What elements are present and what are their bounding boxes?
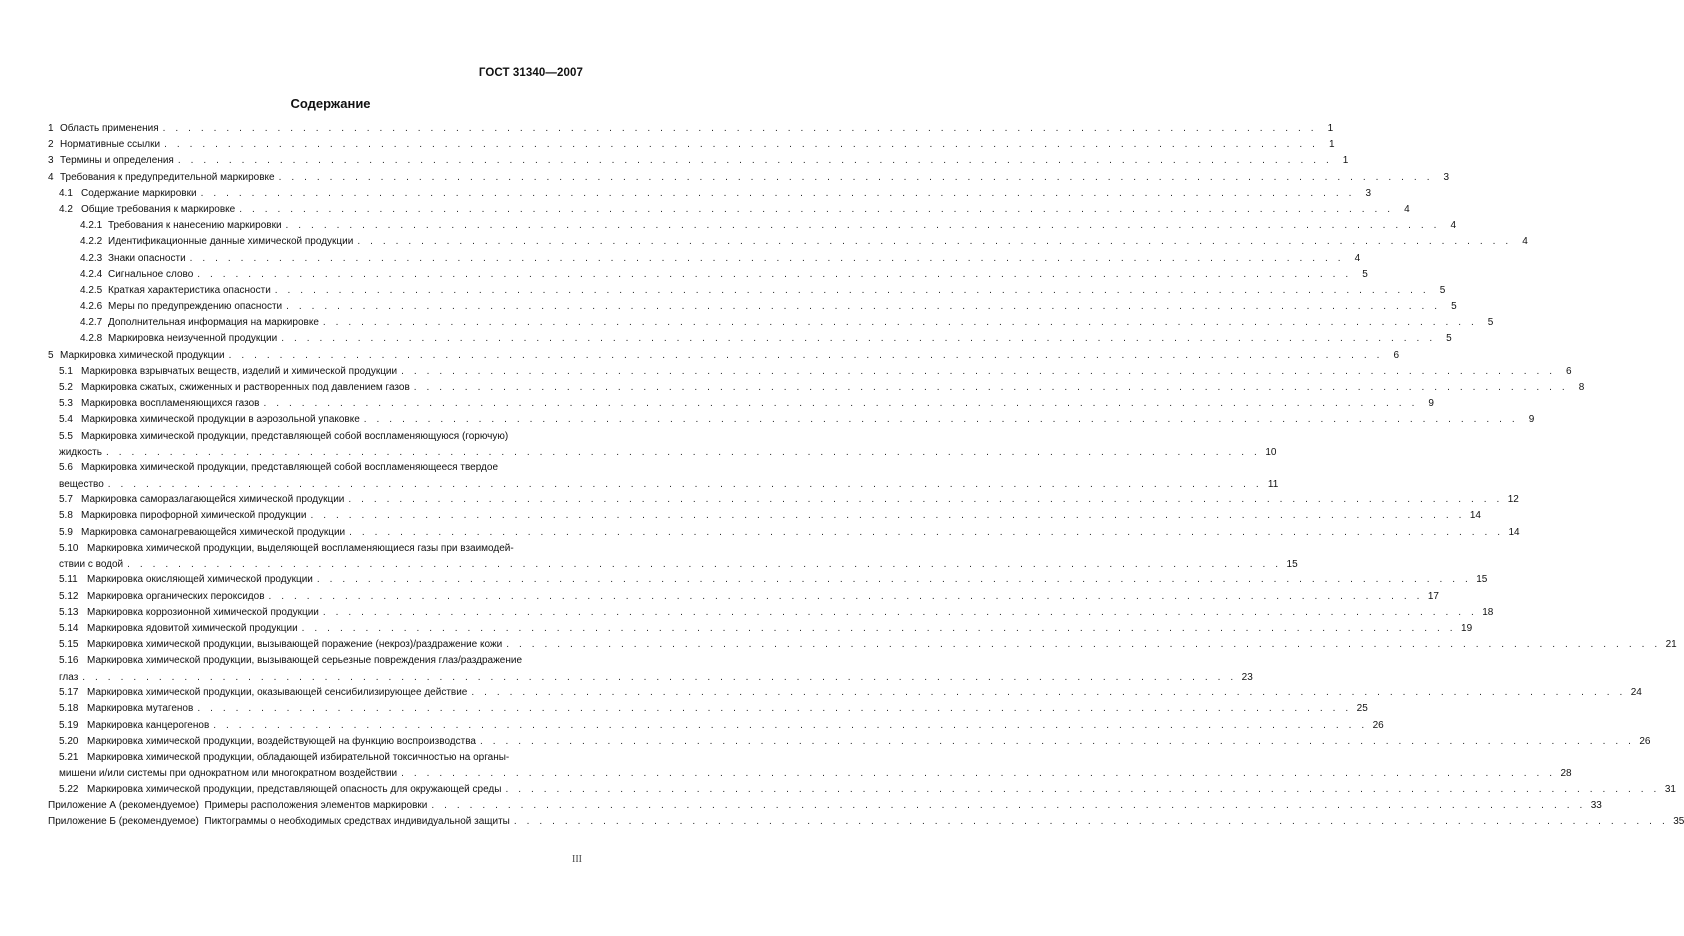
toc-entry-title: Маркировка химической продукции, воздействующей на функцию воспроизводства	[87, 735, 476, 747]
toc-entry-number: 4.2.3	[80, 252, 103, 264]
toc-entry-page: 5	[1439, 284, 1446, 296]
dot-leader: . . . . . . . . . . . . . . . . . . . . . . . . . . . . . . . . . . . . . . . . . . . . . . . . . . . . . . . . . . . . . . . . . . . . . . . . . . . . . . . . . . . . . . . . . . .	[513, 816, 1669, 828]
dot-leader: . . . . . . . . . . . . . . . . . . . . . . . . . . . . . . . . . . . . . . . . . . . . . . . . . . . . . . . . . . . . . . . . . . . . . . . . . . . . . . . . . . . . . . . . . . .	[505, 783, 1660, 795]
toc-entry[interactable]	[48, 186, 1372, 202]
toc-entry-page: 24	[1630, 687, 1642, 699]
toc-entry-title-continued: жидкость	[59, 446, 102, 458]
toc-entry-page: 5	[1362, 268, 1368, 280]
toc-entry[interactable]	[48, 734, 1651, 750]
toc-entry-title: Маркировка химической продукции, вызывающей серьезные повреждения глаз/раздражение	[87, 655, 523, 667]
toc-entry-continuation	[48, 557, 1298, 573]
toc-entry-number: 5.18	[59, 703, 79, 715]
dot-leader: . . . . . . . . . . . . . . . . . . . . . . . . . . . . . . . . . . . . . . . . . . . . . . . . . . . . . . . . . . . . . . . . . . . . . . . . . . . . . . . . . . . . . . . . . . .	[506, 639, 1661, 651]
toc-entry[interactable]	[48, 718, 1384, 734]
toc-entry-title: Область применения	[60, 123, 159, 134]
toc-entry-number: 5.10	[59, 542, 79, 554]
toc-entry-title: Дополнительная информация на маркировке	[108, 317, 319, 329]
toc-entry[interactable]	[48, 315, 1494, 331]
toc-entry-title: Нормативные ссылки	[60, 139, 161, 151]
dot-leader: . . . . . . . . . . . . . . . . . . . . . . . . . . . . . . . . . . . . . . . . . . . . . . . . . . . . . . . . . . . . . . . . . . . . . . . . . . . . . . . . . . . . . . . . . . .	[363, 414, 1519, 426]
dot-leader: . . . . . . . . . . . . . . . . . . . . . . . . . . . . . . . . . . . . . . . . . . . . . . . . . . . . . . . . . . . . . . . . . . . . . . . . . . . . . . . . . . . . . . . . . . .	[357, 236, 1512, 248]
dot-leader: . . . . . . . . . . . . . . . . . . . . . . . . . . . . . . . . . . . . . . . . . . . . . . . . . . . . . . . . . . . . . . . . . . . . . . . . . . . . . . . . . . . . . . . . . . .	[286, 301, 1441, 313]
dot-leader: . . . . . . . . . . . . . . . . . . . . . . . . . . . . . . . . . . . . . . . . . . . . . . . . . . . . . . . . . . . . . . . . . . . . . . . . . . . . . . . . . . . . . . . . . . .	[431, 799, 1586, 811]
table-of-contents	[48, 121, 1684, 830]
toc-entry-title: Маркировка самонагревающейся химической продукции	[81, 526, 346, 538]
page-title: Содержание	[290, 96, 371, 111]
toc-entry[interactable]	[48, 621, 1473, 637]
toc-entry-page: 33	[1590, 799, 1602, 811]
toc-entry-title: Маркировка химической продукции, представляющей собой воспламеняющуюся (горючую)	[81, 430, 509, 442]
toc-entry-title: Общие требования к маркировке	[81, 203, 236, 215]
toc-entry-title: Маркировка взрывчатых веществ, изделий и химической продукции	[81, 365, 398, 377]
dot-leader: . . . . . . . . . . . . . . . . . . . . . . . . . . . . . . . . . . . . . . . . . . . . . . . . . . . . . . . . . . . . . . . . . . . . . . . . . . . . . . . . . . . . . . . . . . .	[349, 526, 1504, 538]
toc-entry-page: 18	[1482, 606, 1494, 618]
dot-leader: . . . . . . . . . . . . . . . . . . . . . . . . . . . . . . . . . . . . . . . . . . . . . . . . . . . . . . . . . . . . . . . . . . . . . . . . . . . . . . . . . . . . . . . . . . .	[322, 606, 1478, 618]
toc-entry-page: 11	[1267, 478, 1279, 490]
toc-entry-page: 3	[1443, 171, 1450, 183]
dot-leader: . . . . . . . . . . . . . . . . . . . . . . . . . . . . . . . . . . . . . . . . . . . . . . . . . . . . . . . . . . . . . . . . . . . . . . . . . . . . . . . . . . . . . . . . . . .	[239, 203, 1394, 215]
toc-entry[interactable]	[48, 170, 1450, 186]
toc-entry[interactable]	[48, 331, 1452, 347]
toc-entry-page: 1	[1342, 155, 1349, 167]
toc-entry-title: Маркировка химической продукции, обладающей избирательной токсичностью на органы-	[87, 751, 510, 763]
toc-entry-number: 4.2.8	[80, 333, 103, 345]
toc-entry-number: 5.5	[59, 430, 73, 442]
toc-entry-page: 5	[1451, 301, 1457, 313]
toc-entry[interactable]	[48, 202, 1410, 218]
dot-leader: . . . . . . . . . . . . . . . . . . . . . . . . . . . . . . . . . . . . . . . . . . . . . . . . . . . . . . . . . . . . . . . . . . . . . . . . . . . . . . . . . . . . . . . . . . .	[82, 671, 1237, 683]
toc-entry-page: 4	[1450, 220, 1457, 232]
dot-leader: . . . . . . . . . . . . . . . . . . . . . . . . . . . . . . . . . . . . . . . . . . . . . . . . . . . . . . . . . . . . . . . . . . . . . . . . . . . . . . . . . . . . . . . . . . .	[471, 687, 1626, 699]
toc-entry-page: 6	[1566, 365, 1572, 377]
toc-entry-number: 4.2.7	[80, 317, 103, 329]
toc-entry-title: Требования к нанесению маркировки	[108, 220, 282, 232]
toc-entry-number: 5.20	[59, 735, 79, 747]
toc-entry-title: Маркировка химической продукции, представляющей опасность для окружающей среды	[87, 783, 502, 795]
dot-leader: . . . . . . . . . . . . . . . . . . . . . . . . . . . . . . . . . . . . . . . . . . . . . . . . . . . . . . . . . . . . . . . . . . . . . . . . . . . . . . . . . . . . . . . . . . .	[348, 494, 1503, 506]
dot-leader: . . . . . . . . . . . . . . . . . . . . . . . . . . . . . . . . . . . . . . . . . . . . . . . . . . . . . . . . . . . . . . . . . . . . . . . . . . . . . . . . . . . . . . . . . . .	[162, 123, 1318, 134]
toc-entry[interactable]	[48, 267, 1368, 283]
toc-entry[interactable]	[48, 572, 1488, 588]
toc-entry[interactable]	[48, 412, 1535, 428]
toc-entry-page: 10	[1265, 446, 1277, 458]
toc-entry-page: 19	[1461, 623, 1473, 635]
toc-entry[interactable]	[48, 153, 1349, 169]
toc-entry-number: 5.21	[59, 751, 79, 763]
toc-entry[interactable]	[48, 508, 1481, 524]
dot-leader: . . . . . . . . . . . . . . . . . . . . . . . . . . . . . . . . . . . . . . . . . . . . . . . . . . . . . . . . . . . . . . . . . . . . . . . . . . . . . . . . . . . . . . . . . . .	[281, 333, 1436, 345]
toc-entry-page: 26	[1639, 735, 1651, 747]
toc-entry-number: 4.2.6	[80, 301, 103, 313]
toc-entry-page: 9	[1528, 414, 1535, 426]
toc-entry-number: 4.2.1	[80, 220, 103, 232]
toc-entry-title: Маркировка органических пероксидов	[87, 590, 265, 602]
dot-leader: . . . . . . . . . . . . . . . . . . . . . . . . . . . . . . . . . . . . . . . . . . . . . . . . . . . . . . . . . . . . . . . . . . . . . . . . . . . . . . . . . . . . . . . . . . .	[479, 735, 1635, 747]
toc-entry-title-continued: мишени и/или системы при однократном или многократном воздействии	[59, 768, 398, 780]
toc-entry-number: 5.9	[59, 526, 73, 538]
dot-leader: . . . . . . . . . . . . . . . . . . . . . . . . . . . . . . . . . . . . . . . . . . . . . . . . . . . . . . . . . . . . . . . . . . . . . . . . . . . . . . . . . . . . . . . . . . .	[200, 187, 1356, 199]
toc-entry-title: Идентификационные данные химической продукции	[108, 236, 354, 248]
toc-entry-title: Требования к предупредительной маркировке	[60, 171, 275, 183]
toc-entry[interactable]	[48, 429, 583, 445]
toc-entry-page: 1	[1327, 123, 1334, 134]
dot-leader: . . . . . . . . . . . . . . . . . . . . . . . . . . . . . . . . . . . . . . . . . . . . . . . . . . . . . . . . . . . . . . . . . . . . . . . . . . . . . . . . . . . . . . . . . . .	[127, 558, 1282, 570]
toc-entry-page: 15	[1286, 558, 1298, 570]
toc-entry-number: 5.17	[59, 687, 79, 699]
toc-entry[interactable]	[48, 701, 1368, 717]
toc-entry[interactable]	[48, 653, 583, 669]
toc-entry[interactable]	[48, 348, 1400, 364]
dot-leader: . . . . . . . . . . . . . . . . . . . . . . . . . . . . . . . . . . . . . . . . . . . . . . . . . . . . . . . . . . . . . . . . . . . . . . . . . . . . . . . . . . . . . . . . . . .	[316, 574, 1472, 586]
toc-entry-continuation	[48, 766, 1572, 782]
standard-number: ГОСТ 31340—2007	[478, 67, 583, 79]
toc-entry-page: 31	[1664, 783, 1676, 795]
toc-entry[interactable]	[48, 121, 1334, 137]
toc-entry-title: Сигнальное слово	[108, 268, 194, 280]
dot-leader: . . . . . . . . . . . . . . . . . . . . . . . . . . . . . . . . . . . . . . . . . . . . . . . . . . . . . . . . . . . . . . . . . . . . . . . . . . . . . . . . . . . . . . . . . . .	[322, 317, 1478, 329]
toc-entry-title: Маркировка пирофорной химической продукции	[81, 510, 307, 522]
toc-entry[interactable]	[48, 251, 1361, 267]
dot-leader: . . . . . . . . . . . . . . . . . . . . . . . . . . . . . . . . . . . . . . . . . . . . . . . . . . . . . . . . . . . . . . . . . . . . . . . . . . . . . . . . . . . . . . . . . . .	[274, 284, 1430, 296]
toc-entry-title: Маркировка химической продукции, вызывающей поражение (некроз)/раздражение кожи	[87, 639, 503, 651]
toc-entry-number: 5.1	[59, 365, 73, 377]
toc-entry-title: Маркировка саморазлагающейся химической продукции	[81, 494, 345, 506]
toc-entry-page: 23	[1241, 671, 1253, 683]
toc-entry-continuation	[48, 477, 1279, 493]
toc-entry-page: 14	[1508, 526, 1520, 538]
toc-entry[interactable]	[48, 814, 1684, 830]
dot-leader: . . . . . . . . . . . . . . . . . . . . . . . . . . . . . . . . . . . . . . . . . . . . . . . . . . . . . . . . . . . . . . . . . . . . . . . . . . . . . . . . . . . . . . . . . . .	[268, 590, 1423, 602]
toc-entry-number: 5.4	[59, 414, 73, 426]
toc-entry[interactable]	[48, 637, 1677, 653]
toc-entry[interactable]	[48, 396, 1434, 412]
toc-entry-page: 6	[1393, 349, 1400, 361]
toc-entry-number: 4.2.5	[80, 284, 103, 296]
toc-entry[interactable]	[48, 492, 1519, 508]
toc-entry-number: 5.16	[59, 655, 79, 667]
toc-entry-number: 4.2	[59, 203, 73, 215]
toc-entry-title: Маркировка мутагенов	[87, 703, 194, 715]
toc-entry-title: Маркировка неизученной продукции	[108, 333, 278, 345]
toc-entry-number: 5.14	[59, 623, 79, 635]
toc-entry-title: Маркировка окисляющей химической продукции	[87, 574, 313, 586]
dot-leader: . . . . . . . . . . . . . . . . . . . . . . . . . . . . . . . . . . . . . . . . . . . . . . . . . . . . . . . . . . . . . . . . . . . . . . . . . . . . . . . . . . . . . . . . . . .	[285, 220, 1441, 232]
toc-entry[interactable]	[48, 299, 1457, 315]
dot-leader: . . . . . . . . . . . . . . . . . . . . . . . . . . . . . . . . . . . . . . . . . . . . . . . . . . . . . . . . . . . . . . . . . . . . . . . . . . . . . . . . . . . . . . . . . . .	[401, 768, 1556, 780]
toc-entry-title: Маркировка сжатых, сжиженных и растворенных под давлением газов	[81, 382, 410, 393]
toc-entry-continuation	[48, 445, 1277, 461]
toc-entry-number: 5.7	[59, 494, 73, 506]
toc-entry[interactable]	[48, 460, 583, 476]
toc-entry-page: 4	[1404, 203, 1410, 215]
toc-entry-title: Краткая характеристика опасности	[108, 284, 271, 296]
dot-leader: . . . . . . . . . . . . . . . . . . . . . . . . . . . . . . . . . . . . . . . . . . . . . . . . . . . . . . . . . . . . . . . . . . . . . . . . . . . . . . . . . . . . . . . . . . .	[213, 719, 1368, 731]
toc-entry-page: 28	[1560, 768, 1572, 780]
toc-entry-title: Маркировка ядовитой химической продукции	[87, 623, 298, 635]
toc-entry-number: 4	[48, 171, 54, 183]
toc-entry-number: 5.6	[59, 462, 73, 474]
toc-entry-number: 5.19	[59, 719, 79, 731]
toc-entry-number: 5.22	[59, 783, 79, 795]
dot-leader: . . . . . . . . . . . . . . . . . . . . . . . . . . . . . . . . . . . . . . . . . . . . . . . . . . . . . . . . . . . . . . . . . . . . . . . . . . . . . . . . . . . . . . . . . . .	[197, 703, 1352, 715]
toc-entry-number: 5.15	[59, 639, 79, 651]
toc-entry[interactable]	[48, 750, 583, 766]
toc-entry-title: Маркировка химической продукции, оказывающей сенсибилизирующее действие	[87, 687, 468, 699]
toc-entry[interactable]	[48, 137, 1335, 153]
toc-entry-page: 5	[1446, 333, 1452, 345]
toc-entry-number: 5.2	[59, 382, 73, 393]
toc-entry-title: Содержание маркировки	[81, 187, 197, 199]
toc-entry-title: Термины и определения	[60, 155, 174, 167]
toc-entry-page: 4	[1522, 236, 1528, 248]
dot-leader: . . . . . . . . . . . . . . . . . . . . . . . . . . . . . . . . . . . . . . . . . . . . . . . . . . . . . . . . . . . . . . . . . . . . . . . . . . . . . . . . . . . . . . . . . . .	[228, 349, 1384, 361]
toc-entry-page: 14	[1469, 510, 1481, 522]
toc-entry-page: 21	[1665, 639, 1677, 651]
dot-leader: . . . . . . . . . . . . . . . . . . . . . . . . . . . . . . . . . . . . . . . . . . . . . . . . . . . . . . . . . . . . . . . . . . . . . . . . . . . . . . . . . . . . . . . . . . .	[189, 252, 1345, 264]
toc-entry[interactable]	[48, 234, 1528, 250]
dot-leader: . . . . . . . . . . . . . . . . . . . . . . . . . . . . . . . . . . . . . . . . . . . . . . . . . . . . . . . . . . . . . . . . . . . . . . . . . . . . . . . . . . . . . . . . . . .	[310, 510, 1465, 522]
toc-entry-title: Маркировка химической продукции, выделяющей воспламеняющиеся газы при взаимодей-	[87, 542, 514, 554]
toc-entry-page: 17	[1427, 590, 1439, 602]
toc-entry-page: 1	[1329, 139, 1335, 151]
dot-leader: . . . . . . . . . . . . . . . . . . . . . . . . . . . . . . . . . . . . . . . . . . . . . . . . . . . . . . . . . . . . . . . . . . . . . . . . . . . . . . . . . . . . . . . . . . .	[107, 478, 1263, 490]
toc-entry-number: 4.1	[59, 187, 73, 199]
toc-entry-page: 25	[1356, 703, 1368, 715]
dot-leader: . . . . . . . . . . . . . . . . . . . . . . . . . . . . . . . . . . . . . . . . . . . . . . . . . . . . . . . . . . . . . . . . . . . . . . . . . . . . . . . . . . . . . . . . . . .	[263, 398, 1418, 410]
toc-entry-title: Маркировка химической продукции, представляющей собой воспламеняющееся твердое	[81, 462, 499, 474]
toc-entry[interactable]	[48, 364, 1572, 380]
toc-entry[interactable]	[48, 525, 1520, 541]
toc-entry-number: 2	[48, 139, 54, 151]
toc-entry-page: 4	[1354, 252, 1361, 264]
toc-entry-number: 5.3	[59, 398, 73, 410]
dot-leader: . . . . . . . . . . . . . . . . . . . . . . . . . . . . . . . . . . . . . . . . . . . . . . . . . . . . . . . . . . . . . . . . . . . . . . . . . . . . . . . . . . . . . . . . . . .	[301, 623, 1457, 635]
toc-entry[interactable]	[48, 605, 1494, 621]
dot-leader: . . . . . . . . . . . . . . . . . . . . . . . . . . . . . . . . . . . . . . . . . . . . . . . . . . . . . . . . . . . . . . . . . . . . . . . . . . . . . . . . . . . . . . . . . . .	[197, 268, 1352, 280]
toc-entry[interactable]	[48, 798, 1602, 814]
toc-entry-number: 5.8	[59, 510, 73, 522]
toc-entry-number: 1	[48, 123, 54, 134]
toc-entry-page: 9	[1428, 398, 1434, 410]
toc-entry-page: 3	[1365, 187, 1372, 199]
toc-entry-number: 5	[48, 349, 54, 361]
toc-entry-page: 35	[1673, 816, 1684, 828]
toc-entry[interactable]	[48, 589, 1439, 605]
toc-entry-title: Знаки опасности	[108, 252, 186, 264]
toc-entry[interactable]	[48, 782, 1676, 798]
toc-entry-page: 12	[1507, 494, 1519, 506]
toc-entry-title: Маркировка канцерогенов	[87, 719, 210, 731]
toc-entry[interactable]	[48, 218, 1457, 234]
toc-entry-title: Меры по предупреждению опасности	[108, 301, 283, 313]
toc-entry-continuation	[48, 670, 1253, 686]
dot-leader: . . . . . . . . . . . . . . . . . . . . . . . . . . . . . . . . . . . . . . . . . . . . . . . . . . . . . . . . . . . . . . . . . . . . . . . . . . . . . . . . . . . . . . . . . . .	[401, 365, 1556, 377]
toc-entry-page: 5	[1487, 317, 1494, 329]
toc-entry-number: 3	[48, 155, 54, 167]
toc-entry[interactable]	[48, 283, 1446, 299]
toc-entry-title-continued: глаз	[59, 671, 79, 683]
toc-entry-title: Маркировка коррозионной химической продукции	[87, 606, 319, 618]
toc-entry-number: 5.11	[59, 574, 78, 586]
toc-entry-page: 15	[1476, 574, 1488, 586]
dot-leader: . . . . . . . . . . . . . . . . . . . . . . . . . . . . . . . . . . . . . . . . . . . . . . . . . . . . . . . . . . . . . . . . . . . . . . . . . . . . . . . . . . . . . . . . . . .	[105, 446, 1261, 458]
page-number: III	[572, 854, 582, 865]
toc-entry-number: 5.13	[59, 606, 79, 618]
dot-leader: . . . . . . . . . . . . . . . . . . . . . . . . . . . . . . . . . . . . . . . . . . . . . . . . . . . . . . . . . . . . . . . . . . . . . . . . . . . . . . . . . . . . . . . . . . .	[278, 171, 1434, 183]
toc-entry-title: Приложение А (рекомендуемое) Примеры расположения элементов маркировки	[48, 799, 428, 811]
dot-leader: . . . . . . . . . . . . . . . . . . . . . . . . . . . . . . . . . . . . . . . . . . . . . . . . . . . . . . . . . . . . . . . . . . . . . . . . . . . . . . . . . . . . . . . . . . .	[413, 382, 1569, 393]
toc-entry[interactable]	[48, 685, 1642, 701]
toc-entry-title: Маркировка химической продукции в аэрозольной упаковке	[81, 414, 360, 426]
dot-leader: . . . . . . . . . . . . . . . . . . . . . . . . . . . . . . . . . . . . . . . . . . . . . . . . . . . . . . . . . . . . . . . . . . . . . . . . . . . . . . . . . . . . . . . . . . .	[164, 139, 1319, 151]
toc-entry[interactable]	[48, 380, 1585, 396]
dot-leader: . . . . . . . . . . . . . . . . . . . . . . . . . . . . . . . . . . . . . . . . . . . . . . . . . . . . . . . . . . . . . . . . . . . . . . . . . . . . . . . . . . . . . . . . . . .	[177, 155, 1333, 167]
toc-entry-title: Маркировка химической продукции	[60, 349, 225, 361]
toc-entry-title: Маркировка воспламеняющихся газов	[81, 398, 260, 410]
toc-entry-page: 8	[1578, 382, 1585, 393]
toc-entry-number: 4.2.2	[80, 236, 103, 248]
toc-entry-title: Приложение Б (рекомендуемое) Пиктограммы о необходимых средствах индивидуальной защиты	[48, 816, 510, 828]
toc-entry-title-continued: вещество	[59, 478, 104, 490]
toc-entry[interactable]	[48, 541, 583, 557]
toc-entry-title-continued: ствии с водой	[59, 558, 124, 570]
toc-entry-number: 5.12	[59, 590, 79, 602]
toc-entry-page: 26	[1372, 719, 1384, 731]
toc-entry-number: 4.2.4	[80, 268, 103, 280]
